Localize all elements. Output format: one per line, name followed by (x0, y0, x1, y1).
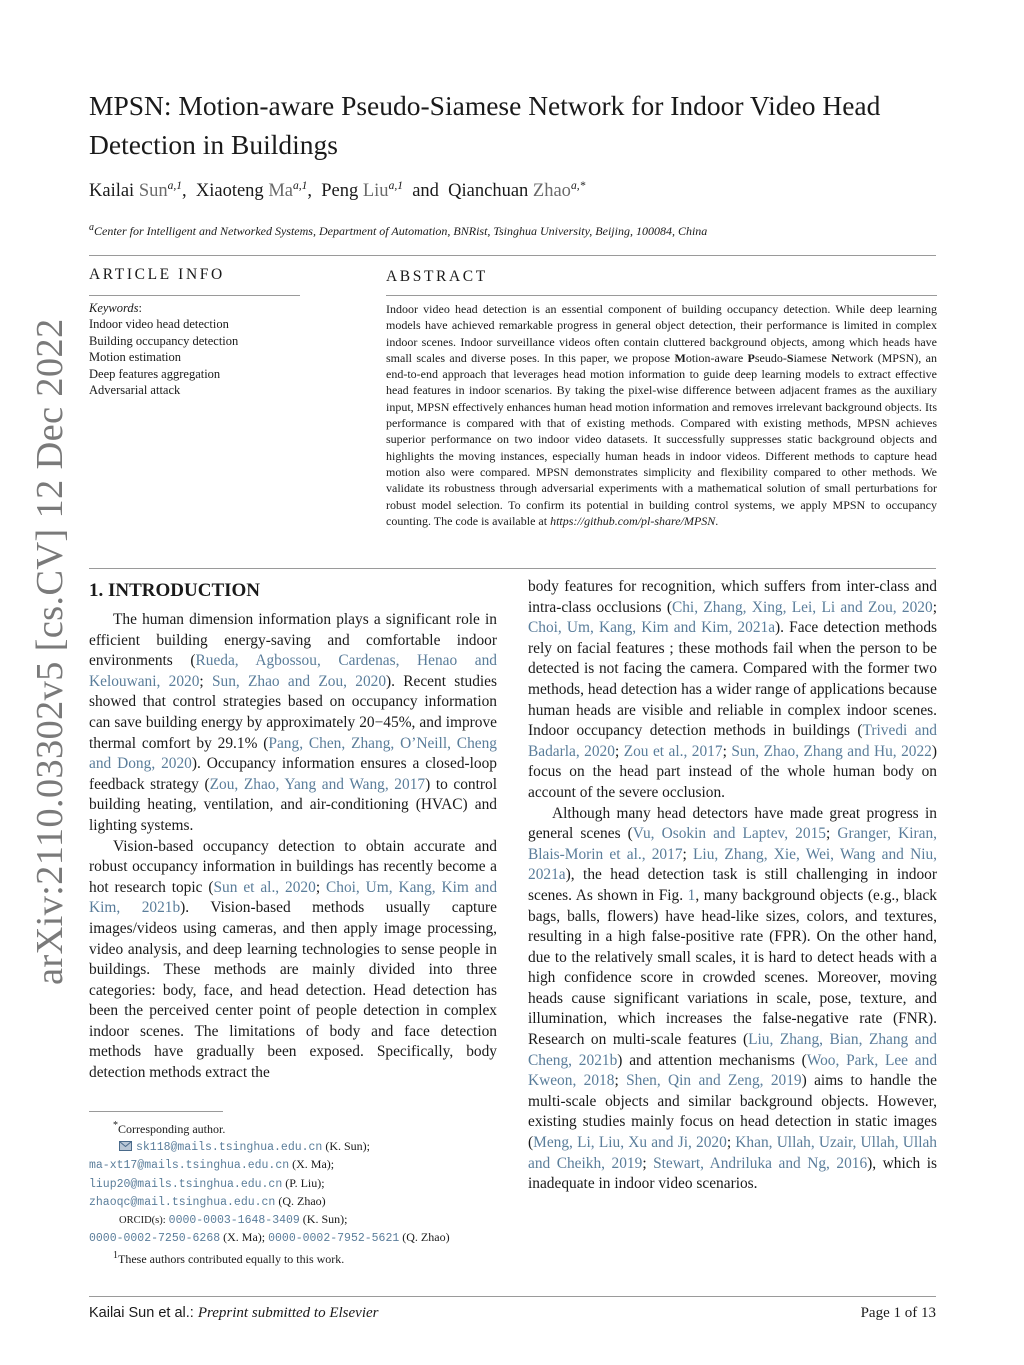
author-given: Xiaoteng (195, 181, 264, 202)
orcid-label: ORCID(s): (119, 1215, 166, 1227)
author-given: Qianchuan (448, 181, 529, 202)
citation-link[interactable]: Sun, Zhao and Zou, 2020 (211, 672, 387, 690)
code-url-link[interactable]: https://github.com/pl-share/MPSN (550, 513, 716, 528)
author-surname[interactable]: Liu (362, 181, 389, 202)
footnote-mark: * (113, 1120, 118, 1131)
orcid-link[interactable]: 0000-0003-1648-3409 (168, 1214, 300, 1228)
corresponding-note: Corresponding author. (118, 1122, 226, 1136)
abstract-rule (386, 295, 937, 296)
paragraph (528, 577, 937, 804)
citation-link[interactable]: Trivedi and Badarla, 2020 (528, 722, 937, 760)
article-info-heading: ARTICLE INFO (89, 266, 225, 283)
author-sup: a,1 (388, 180, 403, 192)
orcid-owner: (X. Ma); (223, 1230, 266, 1245)
citation-link[interactable]: Zou et al., 2017 (623, 742, 723, 760)
author-sup: a,1 (292, 180, 308, 192)
text-run: ; (932, 598, 937, 616)
keyword: Deep features aggregation (89, 366, 221, 381)
citation-link[interactable]: Sun, Zhao, Zhang and Hu, 2022 (731, 742, 932, 760)
text-run: ; (199, 672, 212, 690)
author-given: Peng (321, 181, 359, 202)
orcid-owner: (Q. Zhao) (402, 1230, 450, 1245)
text-run: ). Face detection methods rely on facial features ; these mothods fail when the person to be detected is not facing the camera. Compared with the former two methods, head detection has a wider range of applications because human heads are visible and reliable in complex indoor scenes. Indoor occupancy detection methods in buildings ( (528, 619, 937, 740)
text-run: , many background objects (e.g., black bags, balls, flowers) have head-like sizes, colors, and textures, resulting in a high false-positive rate (FPR). On the other hand, due to the relatively small scales, it is hard to detect heads with a high confidence score in crowded scenes. Moreover, moving heads cause significant variations in scale, pose, texture, and illumination, which increases the false-negative rate (FNR). Research on multi-scale features ( (528, 886, 937, 1049)
abstract-run: Indoor video head detection is an essential component of building occupancy detection. While deep learning models have achieved remarkable progress in general object detection, their performance is limited in complex indoor scenes. Indoor surveillance videos often contain cluttered background objects, among which heads have small scales and diverse poses. In this paper, we propose (386, 302, 937, 365)
email-link[interactable]: sk118@mails.tsinghua.edu.cn (136, 1141, 323, 1155)
text-run: ; (722, 742, 732, 760)
email-owner: (P. Liu); (285, 1175, 325, 1190)
email-owner: (X. Ma); (292, 1157, 335, 1172)
text-run: ; (315, 878, 326, 896)
affiliation-sup: a (89, 222, 94, 233)
orcid-owner: (K. Sun); (302, 1212, 348, 1227)
text-run: Although many head detectors have made great progress in general scenes ( (528, 804, 937, 843)
text-run: ; (614, 1072, 627, 1090)
citation-link[interactable]: Khan, Ullah, Uzair, Ullah, Ullah and Cheikh, 2019 (528, 1134, 937, 1172)
author-sup: a,* (570, 180, 586, 192)
arxiv-stamp[interactable]: arXiv:2110.03302v5 [cs.CV] 12 Dec 2022 (29, 318, 71, 985)
text-run: ) focus on the head part instead of the whole human body on account of the severe occlusion. (528, 742, 938, 801)
abstract-bold: S (786, 350, 794, 365)
citation-link[interactable]: Chi, Zhang, Xing, Lei, Li and Zou, 2020 (671, 598, 933, 616)
text-run: ), the head detection task is still challenging in indoor scenes. As shown in Fig. (528, 866, 937, 904)
keyword: Adversarial attack (89, 383, 181, 398)
affiliation (89, 222, 707, 239)
footnotes (89, 1117, 497, 1269)
article-info-rule (89, 295, 300, 296)
author-list: Kailai Sun$^{a,1}$, Xiaoteng Ma$^{a,1}$, Peng Liu$^{a,1}$ and Qianchuan Zhao$^{a,*}$ (89, 180, 586, 202)
citation-link[interactable]: Vu, Osokin and Laptev, 2015 (632, 825, 826, 843)
citation-link[interactable]: Stewart, Andriluka and Ng, 2016 (653, 1154, 868, 1172)
abstract-bold: M (674, 350, 686, 365)
text-run: ), which is inadequate in indoor video scenarios. (528, 1154, 938, 1193)
footer-author: Kailai Sun et al.: (89, 1305, 194, 1321)
abstract-run: etwork (MPSN), an end-to-end approach that leverages head motion information to guide deep learning models to extract effective head features in indoor scenarios. By taking the pixel-wise difference between adjacent frames as the auxiliary input, MPSN effectively enhances human head motion information and removes irrelevant background objects. Its performance is compared with that of existing methods. Compared with existing methods, MPSN achieves superior performance on two indoor video datasets. It successfully suppresses static background objects and highlights the moving instances, especially human heads in indoor videos. Different methods to capture head motion also were compared. MPSN demonstrates simplicity and flexibility compared to other methods. We validate its robustness through adversarial experiments with a mathematical solution of small perturbations for robust model selection. To confirm its potential in building control systems, we apply MPSN to occupancy counting. The code is available at (386, 350, 938, 528)
footer-preprint: Preprint submitted to Elsevier (197, 1305, 379, 1321)
paragraph (528, 804, 937, 1195)
citation-link[interactable]: Sun et al., 2020 (213, 878, 316, 896)
abstract-bold: P (747, 350, 755, 365)
abstract-text (386, 301, 937, 529)
text-run: ; (825, 825, 838, 843)
text-run: ; (726, 1134, 736, 1152)
text-run: ). Occupancy information ensures a closed-loop feedback strategy ( (89, 755, 498, 793)
citation-link[interactable]: Pang, Chen, Zhang, O’Neill, Cheng and Dong, 2020 (89, 734, 497, 773)
author-sup: a,1 (167, 180, 182, 192)
email-link[interactable]: liup20@mails.tsinghua.edu.cn (89, 1177, 283, 1191)
citation-link[interactable]: Rueda, Agbossou, Cardenas, Henao and Kelouwani, 2020 (89, 652, 497, 690)
author-surname[interactable]: Sun (138, 181, 168, 202)
keywords-block: Keywords: Indoor video head detection Building occupancy detection Motion estimation Deep features aggregation Adversarial attack (89, 301, 239, 398)
paragraph (89, 610, 497, 837)
text-run: Vision-based occupancy detection to obtain accurate and robust occupancy information in buildings has recently become a hot research topic ( (89, 837, 497, 896)
header-divider (89, 255, 936, 256)
text-run: ) and attention mechanisms ( (617, 1051, 807, 1069)
abstract-divider (89, 568, 936, 569)
citation-link[interactable]: Liu, Zhang, Bian, Zhang and Cheng, 2021b (528, 1031, 937, 1069)
text-run: body features for recognition, which suffers from inter-class and intra-class occlusions ( (528, 578, 937, 616)
text-run: The human dimension information plays a significant role in efficient building energy-saving and comfortable indoor environments ( (89, 611, 497, 670)
citation-link[interactable]: 1 (687, 886, 696, 904)
equal-contribution-note: These authors contributed equally to this work. (118, 1252, 345, 1267)
footer-left (89, 1305, 379, 1322)
footnote-mark: 1 (113, 1250, 118, 1262)
affiliation-text: Center for Intelligent and Networked Systems, Department of Automation, BNRist, Tsinghua University, Beijing, 100084, China (94, 224, 708, 238)
keyword: Building occupancy detection (89, 333, 239, 348)
citation-link[interactable]: Granger, Kiran, Blais-Morin et al., 2017 (528, 825, 937, 863)
abstract-heading: ABSTRACT (386, 268, 488, 285)
text-run: ; (642, 1154, 654, 1172)
paragraph (89, 837, 497, 1084)
orcid-link[interactable]: 0000-0002-7952-5621 (268, 1232, 400, 1246)
citation-link[interactable]: Choi, Um, Kang, Kim and Kim, 2021a (528, 619, 776, 637)
keywords-label: Keywords (89, 301, 139, 315)
text-run: ; (682, 845, 694, 863)
citation-link[interactable]: Woo, Park, Lee and Kweon, 2018 (528, 1051, 938, 1090)
citation-link[interactable]: Meng, Li, Liu, Xu and Ji, 2020 (533, 1134, 727, 1152)
text-run: ) to control building heating, ventilation, and air-conditioning (HVAC) and lighting systems. (89, 775, 498, 834)
citation-link[interactable]: Zou, Zhao, Yang and Wang, 2017 (209, 775, 426, 793)
author-and: and (412, 181, 439, 202)
abstract-run: otion-aware (685, 350, 748, 365)
text-run: ) aims to handle the multi-scale objects and similar background objects. However, existing studies mainly focus on head detection in static images ( (528, 1072, 937, 1152)
paper-title: MPSN: Motion-aware Pseudo-Siamese Network for Indoor Video Head Detection in Buildings (89, 90, 881, 160)
email-link[interactable]: zhaoqc@mail.tsinghua.edu.cn (89, 1195, 276, 1209)
keyword: Motion estimation (89, 350, 182, 365)
citation-link[interactable]: Choi, Um, Kang, Kim and Kim, 2021b (89, 878, 498, 917)
text-run: ). Recent studies showed that control strategies based on occupancy information can save building energy by approximately 20−45%, and improve thermal comfort by 29.1% ( (89, 672, 497, 752)
text-run: ; (614, 742, 624, 760)
citation-link[interactable]: Shen, Qin and Zeng, 2019 (626, 1072, 802, 1090)
abstract-run: iamese (793, 350, 832, 365)
footer-rule (89, 1296, 936, 1297)
envelope-icon (119, 1141, 132, 1151)
author-given: Kailai (89, 181, 135, 202)
orcid-link[interactable]: 0000-0002-7250-6268 (89, 1232, 221, 1246)
email-link[interactable]: ma-xt17@mails.tsinghua.edu.cn (89, 1159, 290, 1173)
email-owner: (Q. Zhao) (278, 1193, 326, 1208)
footnote-rule (89, 1111, 223, 1112)
abstract-run: seudo- (754, 350, 787, 365)
column-left (89, 610, 497, 1084)
email-owner: (K. Sun); (325, 1139, 371, 1154)
abstract-run: . (715, 513, 719, 528)
author-surname[interactable]: Zhao (532, 181, 571, 202)
column-right (528, 577, 937, 1195)
citation-link[interactable]: Liu, Zhang, Xie, Wei, Wang and Niu, 2021a (528, 845, 938, 884)
keyword: Indoor video head detection (89, 317, 229, 332)
author-surname[interactable]: Ma (268, 181, 293, 202)
page-number: Page 1 of 13 (860, 1305, 936, 1321)
section-heading: 1. INTRODUCTION (89, 580, 261, 601)
abstract-bold: N (831, 350, 840, 365)
text-run: ). Vision-based methods usually capture images/videos using cameras, and then apply image processing, video analysis, and deep learning technologies to sense people in buildings. These methods are mainly divided into three categories: body, face, and head detection. Head detection has been the perceived center point of people detection in complex indoor scenes. The limitations of body and face detection methods have gradually been exposed. Specifically, body detection methods extract the (89, 899, 497, 1082)
